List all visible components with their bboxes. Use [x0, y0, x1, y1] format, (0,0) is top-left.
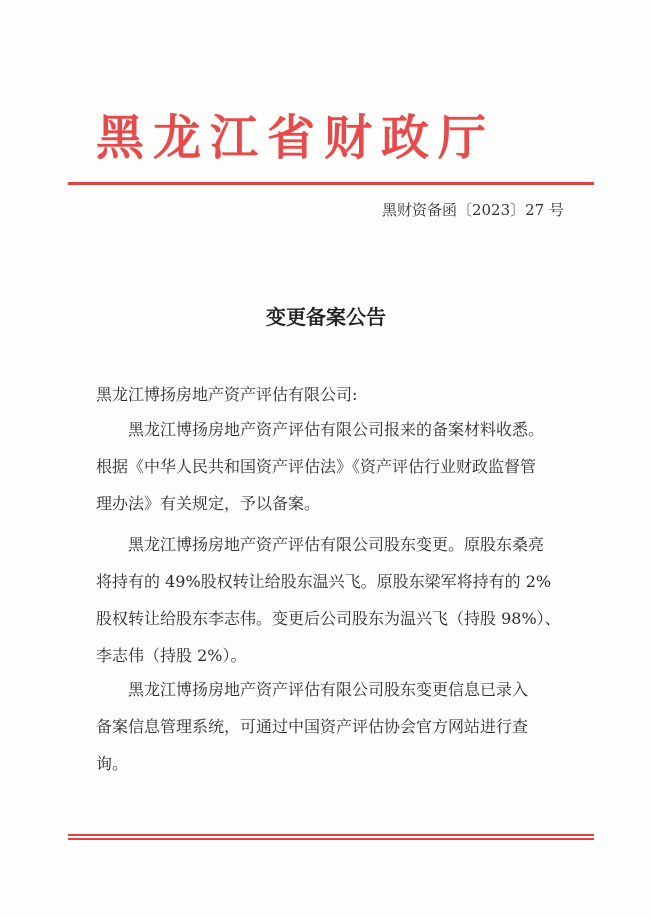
paragraph-line: 备案信息管理系统，可通过中国资产评估协会官方网站进行查: [96, 717, 529, 736]
footer-red-rule-lower: [68, 838, 594, 840]
paragraph-line: 黑龙江博扬房地产资产评估有限公司股东变更信息已录入: [128, 680, 529, 699]
footer-red-rule-upper: [68, 834, 594, 836]
paragraph-line: 询。: [96, 754, 129, 773]
agency-header: 黑龙江省财政厅: [96, 110, 496, 166]
paragraph-2: [96, 526, 580, 674]
paragraph-line: 李志伟（持股 2%）。: [96, 646, 247, 665]
document-number: 黑财资备函〔2023〕27 号: [381, 201, 564, 219]
paragraph-line: 股权转让给股东李志伟。变更后公司股东为温兴飞（持股 98%）、: [96, 609, 561, 628]
salutation: 黑龙江博扬房地产资产评估有限公司:: [96, 385, 358, 404]
paragraph-line: 黑龙江博扬房地产资产评估有限公司股东变更。原股东桑亮: [128, 535, 545, 554]
paragraph-line: 黑龙江博扬房地产资产评估有限公司报来的备案材料收悉。: [128, 420, 545, 439]
paragraph-1: [96, 411, 580, 522]
paragraph-3: [96, 671, 580, 782]
header-red-rule: [68, 182, 594, 185]
paragraph-line: 根据《中华人民共和国资产评估法》《资产评估行业财政监督管: [96, 457, 537, 476]
paragraph-line: 将持有的 49%股权转让给股东温兴飞。原股东梁军将持有的 2%: [96, 572, 552, 591]
paragraph-line: 理办法》有关规定，予以备案。: [96, 494, 321, 513]
notice-title: 变更备案公告: [266, 305, 386, 329]
